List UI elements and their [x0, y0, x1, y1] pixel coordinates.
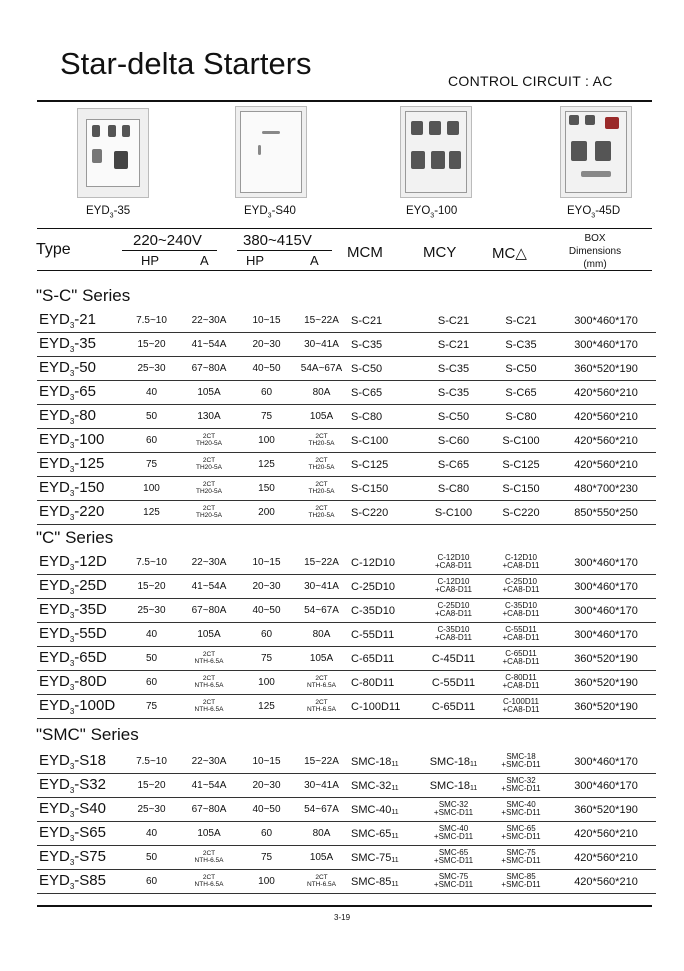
cell-a1: 2CT TH20-5A	[179, 429, 239, 453]
table-row	[37, 671, 656, 695]
cell-type: $EYD_3-80$	[37, 405, 124, 429]
cell-hp1: 15~20	[124, 575, 179, 599]
cell-a1: 2CT TH20-5A	[179, 501, 239, 525]
cell-mcd: S-C80	[486, 405, 556, 429]
cell-mcd: SMC-32 +SMC-D11	[486, 774, 556, 798]
cell-mcd: C-25D10 +CA8-D11	[486, 575, 556, 599]
cell-a2: 2CT TH20-5A	[294, 453, 349, 477]
table-row	[37, 309, 656, 333]
table-row	[37, 405, 656, 429]
table-row	[37, 798, 656, 822]
table-row	[37, 647, 656, 671]
cell-hp2: 10~15	[239, 551, 294, 575]
cell-type: $EYD_3-100$	[37, 429, 124, 453]
cell-mcy: S-C65	[421, 453, 486, 477]
cell-box: 420*560*210	[556, 405, 656, 429]
cell-a2: 2CT NTH-6.5A	[294, 671, 349, 695]
cell-a1: 130A	[179, 405, 239, 429]
cell-box: 300*460*170	[556, 309, 656, 333]
table-row	[37, 381, 656, 405]
header-a-2: A	[310, 253, 319, 268]
cell-mcd: C-65D11 +CA8-D11	[486, 647, 556, 671]
cell-a2: 15~22A	[294, 309, 349, 333]
cell-hp2: 20~30	[239, 575, 294, 599]
cell-mcy: C-12D10 +CA8-D11	[421, 551, 486, 575]
cell-mcm: C-65D11	[349, 647, 421, 671]
cell-box: 850*550*250	[556, 501, 656, 525]
cell-a2: 54~67A	[294, 599, 349, 623]
cell-a1: 2CT NTH-6.5A	[179, 846, 239, 870]
cell-hp1: 7.5~10	[124, 309, 179, 333]
table-row	[37, 846, 656, 870]
cell-mcm: C-100D11	[349, 695, 421, 719]
cell-box: 420*560*210	[556, 870, 656, 894]
cell-mcm: S-C35	[349, 333, 421, 357]
cell-mcy: S-C21	[421, 333, 486, 357]
table-row	[37, 501, 656, 525]
table-row	[37, 453, 656, 477]
cell-box: 360*520*190	[556, 695, 656, 719]
cell-hp2: 20~30	[239, 333, 294, 357]
cell-hp2: 75	[239, 647, 294, 671]
cell-hp1: 100	[124, 477, 179, 501]
cell-mcm: C-25D10	[349, 575, 421, 599]
cell-a2: 15~22A	[294, 750, 349, 774]
cell-hp2: 75	[239, 405, 294, 429]
cell-box: 420*560*210	[556, 381, 656, 405]
table-sc-series	[37, 309, 656, 525]
cell-a2: 54~67A	[294, 798, 349, 822]
cell-mcd: C-12D10 +CA8-D11	[486, 551, 556, 575]
cell-box: 300*460*170	[556, 623, 656, 647]
cell-type: $EYD_3-S32$	[37, 774, 124, 798]
cell-mcy: SMC-40 +SMC-D11	[421, 822, 486, 846]
cell-hp1: 25~30	[124, 357, 179, 381]
photo-caption-3: $EYO_3-100$	[406, 205, 458, 220]
cell-mcd: SMC-40 +SMC-D11	[486, 798, 556, 822]
cell-type: $EYD_3-125$	[37, 453, 124, 477]
cell-a1: 105A	[179, 822, 239, 846]
cell-mcy: C-55D11	[421, 671, 486, 695]
cell-hp1: 25~30	[124, 599, 179, 623]
cell-mcy: S-C35	[421, 357, 486, 381]
table-row	[37, 477, 656, 501]
cell-mcm: S-C80	[349, 405, 421, 429]
cell-mcy: S-C60	[421, 429, 486, 453]
table-row	[37, 429, 656, 453]
table-c-series	[37, 551, 656, 719]
product-photo-eyd3-s40	[235, 106, 307, 198]
cell-box: 300*460*170	[556, 333, 656, 357]
cell-box: 420*560*210	[556, 453, 656, 477]
cell-hp2: 60	[239, 822, 294, 846]
cell-hp1: 125	[124, 501, 179, 525]
cell-type: $EYD_3-65D$	[37, 647, 124, 671]
cell-mcd: S-C35	[486, 333, 556, 357]
cell-mcd: S-C150	[486, 477, 556, 501]
cell-box: 360*520*190	[556, 671, 656, 695]
cell-a1: 105A	[179, 381, 239, 405]
cell-hp1: 25~30	[124, 798, 179, 822]
cell-hp1: 60	[124, 870, 179, 894]
cell-mcm: S-C21	[349, 309, 421, 333]
section-title-c: "C" Series	[36, 528, 114, 547]
cell-a1: 2CT NTH-6.5A	[179, 647, 239, 671]
photo-caption-2: $EYD_3-S40$	[244, 205, 296, 220]
cell-hp2: 125	[239, 453, 294, 477]
header-sub-rule-2	[237, 250, 332, 251]
cell-mcy: SMC-1811	[421, 774, 486, 798]
cell-hp2: 60	[239, 623, 294, 647]
cell-a2: 80A	[294, 623, 349, 647]
cell-hp1: 7.5~10	[124, 750, 179, 774]
cell-mcy: S-C21	[421, 309, 486, 333]
cell-mcm: C-80D11	[349, 671, 421, 695]
product-photo-eyo3-100	[400, 106, 472, 198]
page-title: Star-delta Starters	[60, 46, 312, 81]
cell-type: $EYD_3-50$	[37, 357, 124, 381]
cell-mcm: SMC-3211	[349, 774, 421, 798]
table-row	[37, 822, 656, 846]
cell-mcm: S-C150	[349, 477, 421, 501]
cell-mcd: S-C50	[486, 357, 556, 381]
header-380-415v: 380~415V	[243, 232, 312, 249]
cell-mcm: S-C100	[349, 429, 421, 453]
cell-box: 300*460*170	[556, 750, 656, 774]
section-title-smc: "SMC" Series	[36, 725, 139, 744]
cell-hp1: 7.5~10	[124, 551, 179, 575]
cell-type: $EYD_3-100D$	[37, 695, 124, 719]
cell-mcy: C-35D10 +CA8-D11	[421, 623, 486, 647]
cell-box: 420*560*210	[556, 429, 656, 453]
cell-type: $EYD_3-220$	[37, 501, 124, 525]
cell-a1: 41~54A	[179, 774, 239, 798]
header-mcy: MCY	[423, 244, 457, 261]
cell-mcd: S-C65	[486, 381, 556, 405]
page-number: 3-19	[334, 913, 351, 922]
cell-type: $EYD_3-S65$	[37, 822, 124, 846]
cell-mcd: S-C100	[486, 429, 556, 453]
cell-a1: 67~80A	[179, 599, 239, 623]
cell-mcy: S-C100	[421, 501, 486, 525]
cell-mcy: S-C35	[421, 381, 486, 405]
cell-hp2: 75	[239, 846, 294, 870]
product-photo-eyd3-35	[77, 108, 149, 198]
cell-a1: 67~80A	[179, 357, 239, 381]
header-type: Type	[36, 241, 71, 258]
cell-mcm: S-C50	[349, 357, 421, 381]
cell-type: $EYD_3-S75$	[37, 846, 124, 870]
cell-hp2: 125	[239, 695, 294, 719]
cell-hp2: 100	[239, 870, 294, 894]
cell-mcd: C-35D10 +CA8-D11	[486, 599, 556, 623]
cell-a2: 2CT TH20-5A	[294, 429, 349, 453]
cell-hp1: 15~20	[124, 333, 179, 357]
cell-box: 360*520*190	[556, 647, 656, 671]
table-row	[37, 357, 656, 381]
cell-mcy: SMC-75 +SMC-D11	[421, 870, 486, 894]
cell-mcy: SMC-65 +SMC-D11	[421, 846, 486, 870]
cell-box: 360*520*190	[556, 357, 656, 381]
photo-caption-1: $EYD_3-35$	[86, 205, 131, 220]
cell-a1: 67~80A	[179, 798, 239, 822]
cell-a1: 2CT NTH-6.5A	[179, 671, 239, 695]
cell-a1: 22~30A	[179, 551, 239, 575]
cell-type: $EYD_3-35D$	[37, 599, 124, 623]
cell-hp1: 75	[124, 695, 179, 719]
cell-type: $EYD_3-S40$	[37, 798, 124, 822]
header-hp-2: HP	[246, 253, 265, 268]
cell-hp2: 100	[239, 429, 294, 453]
cell-a2: 54A~67A	[294, 357, 349, 381]
cell-a2: 80A	[294, 822, 349, 846]
cell-type: $EYD_3-65$	[37, 381, 124, 405]
cell-mcm: C-55D11	[349, 623, 421, 647]
cell-hp1: 40	[124, 381, 179, 405]
cell-mcy: SMC-32 +SMC-D11	[421, 798, 486, 822]
cell-box: 300*460*170	[556, 551, 656, 575]
cell-mcm: S-C65	[349, 381, 421, 405]
table-row	[37, 623, 656, 647]
cell-hp1: 40	[124, 623, 179, 647]
cell-hp1: 50	[124, 647, 179, 671]
cell-a1: 2CT TH20-5A	[179, 453, 239, 477]
cell-a1: 2CT TH20-5A	[179, 477, 239, 501]
cell-type: $EYD_3-35$	[37, 333, 124, 357]
header-sub-rule-1	[122, 250, 217, 251]
photo-caption-4: $EYO_3-45D$	[567, 205, 621, 220]
cell-mcm: S-C220	[349, 501, 421, 525]
table-row	[37, 870, 656, 894]
cell-a1: 22~30A	[179, 750, 239, 774]
cell-a2: 30~41A	[294, 575, 349, 599]
cell-a1: 22~30A	[179, 309, 239, 333]
header-box-dimensions: BOX Dimensions (mm)	[568, 233, 622, 270]
cell-type: $EYD_3-S85$	[37, 870, 124, 894]
cell-box: 420*560*210	[556, 822, 656, 846]
section-title-sc: "S-C" Series	[36, 286, 131, 305]
cell-hp2: 150	[239, 477, 294, 501]
cell-type: $EYD_3-25D$	[37, 575, 124, 599]
header-mcd: MC△	[492, 245, 527, 262]
cell-box: 300*460*170	[556, 599, 656, 623]
table-smc-series	[37, 750, 656, 894]
cell-hp2: 60	[239, 381, 294, 405]
table-row	[37, 774, 656, 798]
cell-hp2: 200	[239, 501, 294, 525]
header-hp-1: HP	[141, 253, 160, 268]
cell-box: 480*700*230	[556, 477, 656, 501]
cell-mcy: C-65D11	[421, 695, 486, 719]
cell-a2: 2CT NTH-6.5A	[294, 695, 349, 719]
cell-mcm: C-12D10	[349, 551, 421, 575]
cell-hp1: 50	[124, 846, 179, 870]
cell-box: 420*560*210	[556, 846, 656, 870]
cell-a1: 2CT NTH-6.5A	[179, 870, 239, 894]
header-a-1: A	[200, 253, 209, 268]
cell-mcm: SMC-6511	[349, 822, 421, 846]
cell-mcm: SMC-7511	[349, 846, 421, 870]
cell-mcy: C-12D10 +CA8-D11	[421, 575, 486, 599]
cell-hp1: 60	[124, 671, 179, 695]
cell-a2: 30~41A	[294, 774, 349, 798]
table-row	[37, 551, 656, 575]
cell-hp2: 10~15	[239, 309, 294, 333]
cell-mcd: C-100D11 +CA8-D11	[486, 695, 556, 719]
header-bottom-rule	[37, 270, 652, 271]
cell-hp1: 60	[124, 429, 179, 453]
cell-mcd: S-C21	[486, 309, 556, 333]
cell-mcd: C-80D11 +CA8-D11	[486, 671, 556, 695]
cell-mcd: SMC-75 +SMC-D11	[486, 846, 556, 870]
table-row	[37, 695, 656, 719]
cell-mcm: SMC-4011	[349, 798, 421, 822]
cell-box: 300*460*170	[556, 774, 656, 798]
cell-type: $EYD_3-12D$	[37, 551, 124, 575]
cell-mcm: SMC-1811	[349, 750, 421, 774]
header-220-240v: 220~240V	[133, 232, 202, 249]
cell-mcy: C-25D10 +CA8-D11	[421, 599, 486, 623]
cell-a2: 15~22A	[294, 551, 349, 575]
cell-a2: 105A	[294, 647, 349, 671]
bottom-rule	[37, 905, 652, 907]
cell-box: 360*520*190	[556, 798, 656, 822]
cell-type: $EYD_3-150$	[37, 477, 124, 501]
cell-a2: 2CT TH20-5A	[294, 501, 349, 525]
cell-hp2: 10~15	[239, 750, 294, 774]
cell-type: $EYD_3-S18$	[37, 750, 124, 774]
cell-a1: 41~54A	[179, 333, 239, 357]
cell-hp1: 75	[124, 453, 179, 477]
cell-a2: 80A	[294, 381, 349, 405]
cell-a1: 2CT NTH-6.5A	[179, 695, 239, 719]
cell-type: $EYD_3-55D$	[37, 623, 124, 647]
control-circuit-label: CONTROL CIRCUIT : AC	[448, 73, 613, 89]
cell-mcm: S-C125	[349, 453, 421, 477]
cell-hp2: 40~50	[239, 798, 294, 822]
table-row	[37, 575, 656, 599]
cell-hp2: 20~30	[239, 774, 294, 798]
cell-mcy: C-45D11	[421, 647, 486, 671]
cell-hp2: 100	[239, 671, 294, 695]
cell-mcy: S-C50	[421, 405, 486, 429]
cell-mcd: S-C125	[486, 453, 556, 477]
cell-a2: 2CT TH20-5A	[294, 477, 349, 501]
cell-hp1: 50	[124, 405, 179, 429]
cell-mcy: S-C80	[421, 477, 486, 501]
cell-a2: 30~41A	[294, 333, 349, 357]
cell-mcm: C-35D10	[349, 599, 421, 623]
cell-a2: 105A	[294, 846, 349, 870]
cell-hp1: 40	[124, 822, 179, 846]
cell-hp2: 40~50	[239, 357, 294, 381]
table-row	[37, 333, 656, 357]
cell-mcd: SMC-65 +SMC-D11	[486, 822, 556, 846]
cell-type: $EYD_3-21$	[37, 309, 124, 333]
table-row	[37, 750, 656, 774]
cell-mcy: SMC-1811	[421, 750, 486, 774]
cell-a2: 2CT NTH-6.5A	[294, 870, 349, 894]
cell-a1: 105A	[179, 623, 239, 647]
product-photo-eyo3-45d	[560, 106, 632, 198]
cell-type: $EYD_3-80D$	[37, 671, 124, 695]
cell-mcd: S-C220	[486, 501, 556, 525]
header-top-rule	[37, 228, 652, 229]
cell-a2: 105A	[294, 405, 349, 429]
cell-mcm: SMC-8511	[349, 870, 421, 894]
cell-a1: 41~54A	[179, 575, 239, 599]
header-mcm: MCM	[347, 244, 383, 261]
cell-hp2: 40~50	[239, 599, 294, 623]
cell-mcd: C-55D11 +CA8-D11	[486, 623, 556, 647]
cell-mcd: SMC-18 +SMC-D11	[486, 750, 556, 774]
table-row	[37, 599, 656, 623]
cell-box: 300*460*170	[556, 575, 656, 599]
cell-hp1: 15~20	[124, 774, 179, 798]
top-rule	[37, 100, 652, 102]
cell-mcd: SMC-85 +SMC-D11	[486, 870, 556, 894]
